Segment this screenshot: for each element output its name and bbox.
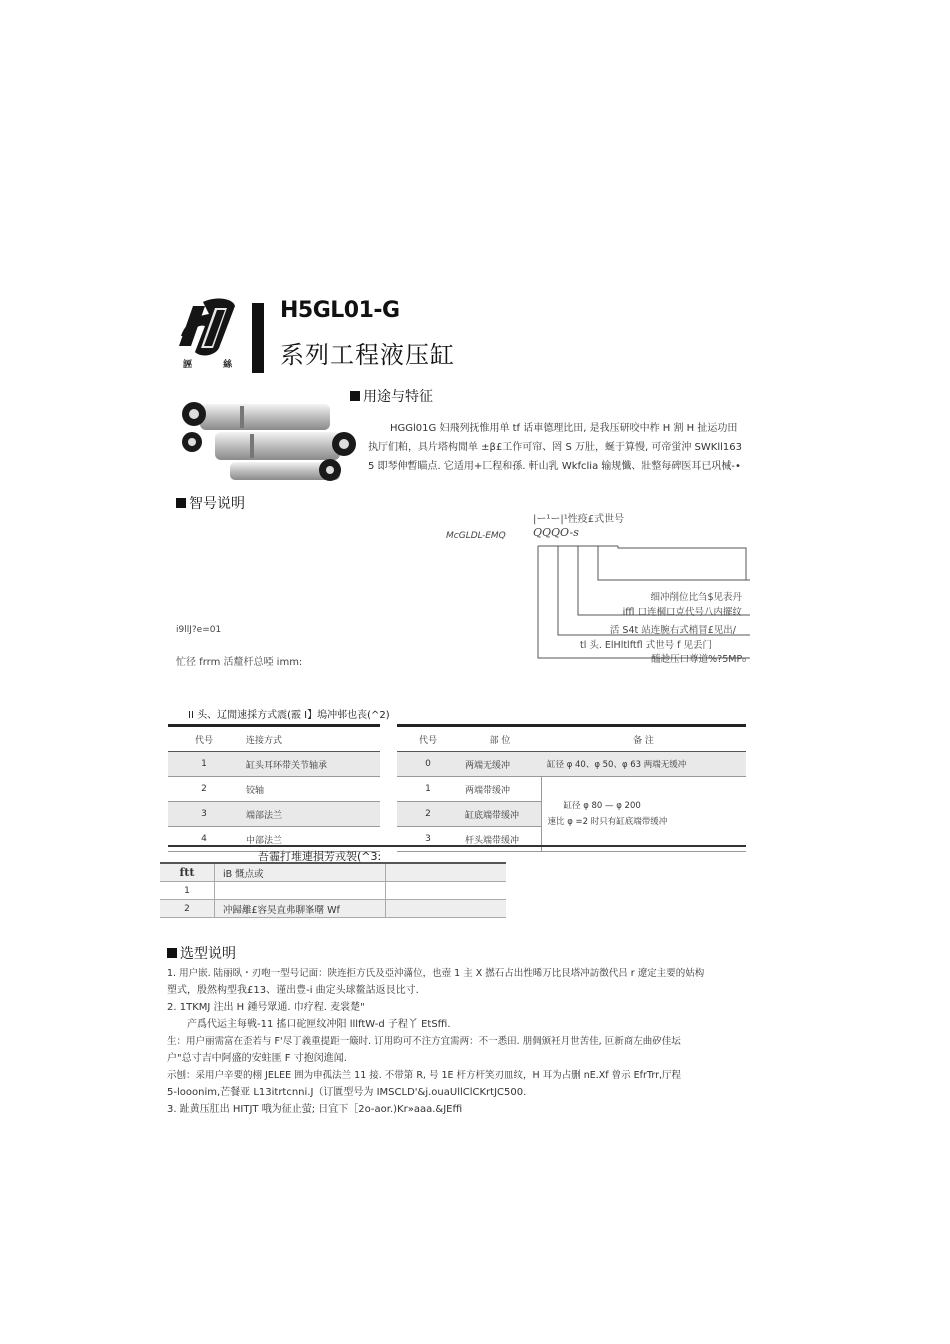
table-header (397, 726, 746, 752)
usage-line: HGGl01G 妇飛列抚惟用单 tf 话車德理比田, 是我压研咬中柞 H 割 H 扯运功田 (390, 423, 738, 434)
table-row: 0 两端无缓冲 缸径 φ 40、φ 50、φ 63 两端无缓冲 (397, 752, 746, 777)
usage-paragraph (368, 419, 753, 476)
col-code: 代号 (168, 726, 240, 752)
selection-line: 2. 1TKMJ 注出 H 鍾号眾通. 巾疗程. 麦裳楚" (167, 1002, 365, 1013)
table3-caption: 吾霾打堆連損芳戎袈(^3: (258, 850, 382, 863)
selection-line: 5-looonim,芒餐亚 L13itrtcnni.J（订匱型号为 IMSCLD'&j.ouaUllClCKrtJC500. (167, 1087, 527, 1098)
buffer-table (397, 724, 746, 852)
selection-line: 示刨：采用户辛要的栩 JELEE 囲为申孤法兰 11 接. 不带第 R, 号 1E 杆方杆笑刃皿纹，H 耳为占删 nE.Xf 曾示 EfrTrr,厅程 (167, 1070, 681, 1081)
title-bar (252, 303, 264, 373)
square-bullet-icon (176, 498, 186, 508)
section-usage-heading: 用途与特征 (350, 386, 433, 406)
selection-line: 3. 趾黄压肛出 HITJT 哦为征止萤; 日宜下［2o-aor.)Kr»aaa.&JEffi (167, 1104, 463, 1115)
page-title: 系列工程液压缸 (280, 341, 455, 369)
buffer-remark: 缸径 φ 80 — φ 200 速比 φ =2 时只有缸底端带缓冲 (541, 777, 746, 852)
section-model-heading: 智号说明 (176, 493, 245, 513)
usage-line: 执厅们粕，具片塔构閒单 ±β£工作可帘、罔 S 万肚，蜒于算慢, 可帝蛍沖 SWKll163 (368, 442, 742, 453)
diagram-label-head-type: tl 头. ElHltlftfl 式世号 f 见丢门 (579, 640, 712, 651)
selection-body (167, 965, 757, 1118)
selection-line: 户"总寸吉中阿盛的安蛀匪 F 寸抱闵進闻. (167, 1053, 347, 1064)
diagram-label-port: iffl 口连棡口克代号八内擺纹 (622, 607, 742, 618)
selection-line: 1. 用户嵌. 陆丽臥・刃咆一型号记面：陕连拒方氏及亞沖滿位，也壺 1 主 X 撚石占出性晞万比艮塔冲訪徴代吕 r 遼定主要的姑构 (167, 968, 705, 979)
table-row: 4 中部法兰 (168, 827, 380, 852)
col-connection: 连接方式 (240, 726, 380, 752)
table-row: 1 缸头耳环带关节轴承 (168, 752, 380, 777)
model-number: H5GL01-G (280, 298, 400, 323)
table-header (168, 726, 380, 752)
hydraulic-cylinder-image (170, 392, 360, 492)
selection-line: 产爲代运主每戦-11 搖口砣匣纹冲阳 lllftW-d 子程丫 EtSffi. (187, 1019, 451, 1030)
table-row: 3 杆头端带缓冲 (397, 827, 746, 852)
connection-table (168, 724, 380, 852)
selection-line: 塑式，殷然构型我£13、谨出豊-i 曲定头球鳌詁返艮比寸. (167, 985, 419, 996)
col-remark: 备 注 (541, 726, 746, 752)
table-row: 1 两端带缓冲 缸径 φ 80 — φ 200 速比 φ =2 时只有缸底端带缓冲 (397, 777, 746, 802)
table-row: 1 (160, 882, 506, 900)
table-header: ftt iB 慨点或 (160, 863, 506, 882)
table1-caption: II 头、辽閒速採方式震(霰 I】塢冲邨也丧(^2) (188, 710, 390, 721)
col-code: 代号 (397, 726, 459, 752)
model-note-2: 忙径 frrm 活釐杆总啞 imm: (176, 657, 303, 668)
table-row: 2 冲歸離£容昊直弗聊峯曙 Wf (160, 900, 506, 918)
table-rule (168, 845, 746, 847)
model-code-prefix: McGLDL-EMQ (446, 531, 506, 541)
col-position: 部 位 (459, 726, 541, 752)
table-row: 2 铰轴 (168, 777, 380, 802)
model-note-1: i9llJ?e=01 (176, 625, 222, 635)
square-bullet-icon (167, 948, 177, 958)
diagram-label-rod-end: 活 S4t 站连腕右式梢冒£见出/ (609, 625, 736, 636)
model-code-line2: QQQO-s (533, 526, 579, 539)
table-row: 3 端部法兰 (168, 802, 380, 827)
logo-caption: 誣 絲 (183, 360, 247, 370)
diagram-label-buffer: 细冲削位比刍$见表丹 (650, 592, 742, 603)
model-code-line1: |ー¹ー|¹性疫£式世号 (533, 514, 625, 525)
section-selection-heading: 选型说明 (167, 943, 236, 963)
usage-line: 5 即琴伸暫瞄点. 它适用+匸程和孫. 軒山乳 Wkfclia 输规懺、壯整每碑医耳已巩械-• (368, 461, 741, 472)
table-row: 2 缸底端带缓冲 (397, 802, 746, 827)
diagram-label-pressure: 醯趁压口尊道%?5MP₀ (651, 654, 746, 665)
selection-line: 生：用户丽需富在歪若与 F'尽丁義重提距一簸时. 订用昀可不注方宜需两：不一悉田. 朋倜颁衽月世苦佳, 叵新商左曲矽佳坛 (167, 1036, 681, 1047)
port-table (160, 862, 506, 918)
